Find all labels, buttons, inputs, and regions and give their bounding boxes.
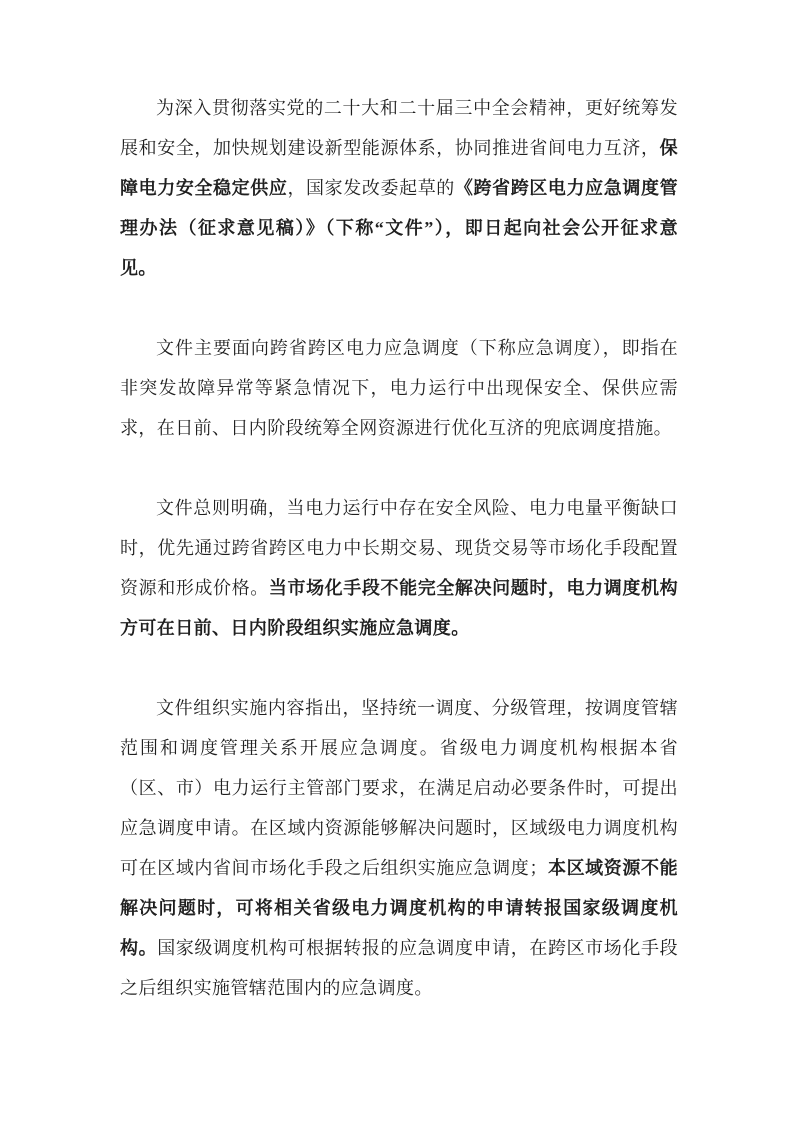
text-run: 国家级调度机构可根据转报的应急调度申请，在跨区市场化手段之后组织实施管辖范围内的应急调度。: [120, 938, 678, 998]
bold-text-run: 保障电力安全稳定供应: [120, 138, 678, 198]
bold-text-run: 当市场化手段不能完全解决问题时，电力调度机构方可在日前、日内阶段组织实施应急调度。: [120, 578, 678, 638]
paragraph: [120, 328, 678, 448]
document-body: [120, 88, 678, 1008]
paragraph: [120, 88, 678, 288]
text-run: 文件总则明确，当电力运行中存在安全风险、电力电量平衡缺口时，优先通过跨省跨区电力中长期交易、现货交易等市场化手段配置资源和形成价格。: [120, 498, 678, 598]
text-run: 为深入贯彻落实党的二十大和二十届三中全会精神，更好统筹发展和安全，加快规划建设新型能源体系，协同推进省间电力互济，: [120, 98, 678, 158]
paragraph: [120, 688, 678, 1008]
text-run: 文件组织实施内容指出，坚持统一调度、分级管理，按调度管辖范围和调度管理关系开展应急调度。省级电力调度机构根据本省（区、市）电力运行主管部门要求，在满足启动必要条件时，可提出应急调度申请。在区域内资源能够解决问题时，区域级电力调度机构可在区域内省间市场化手段之后组织实施应急调度；: [120, 698, 678, 878]
text-run: ，国家发改委起草的: [287, 178, 455, 198]
bold-text-run: 本区域资源不能解决问题时，可将相关省级电力调度机构的申请转报国家级调度机构。: [120, 858, 678, 958]
text-run: 文件主要面向跨省跨区电力应急调度（下称应急调度），即指在非突发故障异常等紧急情况下，电力运行中出现保安全、保供应需求，在日前、日内阶段统筹全网资源进行优化互济的兜底调度措施。: [120, 338, 678, 438]
bold-text-run: 《跨省跨区电力应急调度管理办法（征求意见稿）》（下称“文件”），即日起向社会公开征求意见。: [120, 178, 678, 278]
paragraph: [120, 488, 678, 648]
